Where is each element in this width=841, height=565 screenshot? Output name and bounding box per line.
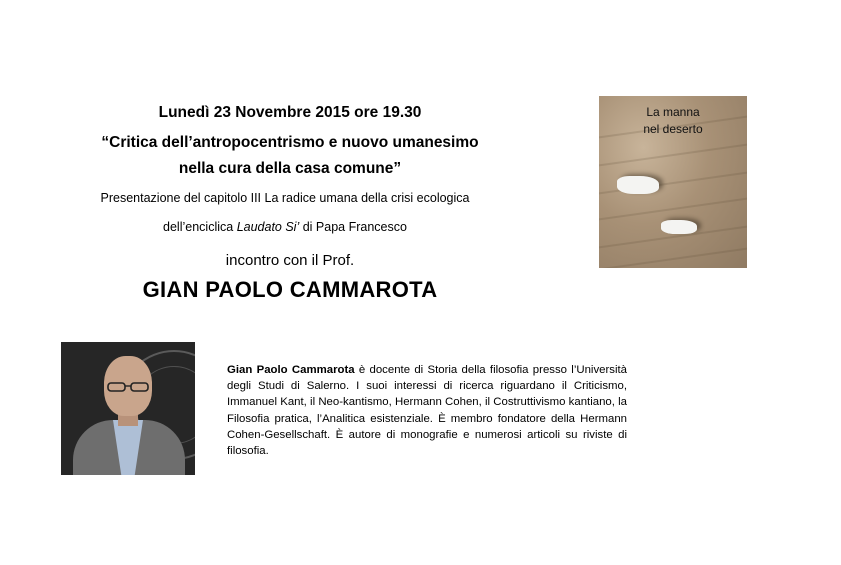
glasses-icon xyxy=(107,382,149,392)
event-date: Lunedì 23 Novembre 2015 ore 19.30 xyxy=(158,104,422,121)
bio-name: Gian Paolo Cammarota xyxy=(227,364,355,376)
encyclical-line xyxy=(40,220,530,234)
speaker-bio xyxy=(227,362,627,459)
encyclical-title: Laudato Si’ xyxy=(236,220,300,234)
event-title-line-2: nella cura della casa comune” xyxy=(178,160,402,177)
speaker-name: GIAN PAOLO CAMMAROTA xyxy=(142,277,438,302)
white-stone xyxy=(617,176,659,194)
image-caption-line-2: nel deserto xyxy=(643,122,703,136)
sand-ripple xyxy=(599,196,747,221)
meeting-line: incontro con il Prof. xyxy=(225,252,355,269)
encyclical-prefix: dell’enciclica xyxy=(163,220,237,234)
bio-text: è docente di Storia della filosofia presso l’Università degli Studi di Salerno. I suoi interessi di ricerca riguardano il Criticismo, Immanuel Kant, il Neo-kantismo, Hermann Cohen, il Costruttivismo kantiano, la Filosofia pratica, l’Analitica esistenziale. È membro fondatore della Hermann Cohen-Gesellschaft. È autore di monografie e numerosi articoli su riviste di filosofia. xyxy=(227,364,627,458)
speaker-portrait xyxy=(61,342,195,475)
image-caption-line-1: La manna xyxy=(646,105,700,119)
desert-manna-image xyxy=(599,96,747,268)
encyclical-suffix: di Papa Francesco xyxy=(299,220,407,234)
event-title-line-1: “Critica dell’antropocentrismo e nuovo umanesimo xyxy=(101,134,479,151)
sand-ripple xyxy=(599,142,747,167)
image-caption xyxy=(599,104,747,138)
white-stone xyxy=(661,220,697,234)
presentation-line: Presentazione del capitolo III La radice umana della crisi ecologica xyxy=(100,191,470,205)
sand-ripple xyxy=(599,246,747,268)
